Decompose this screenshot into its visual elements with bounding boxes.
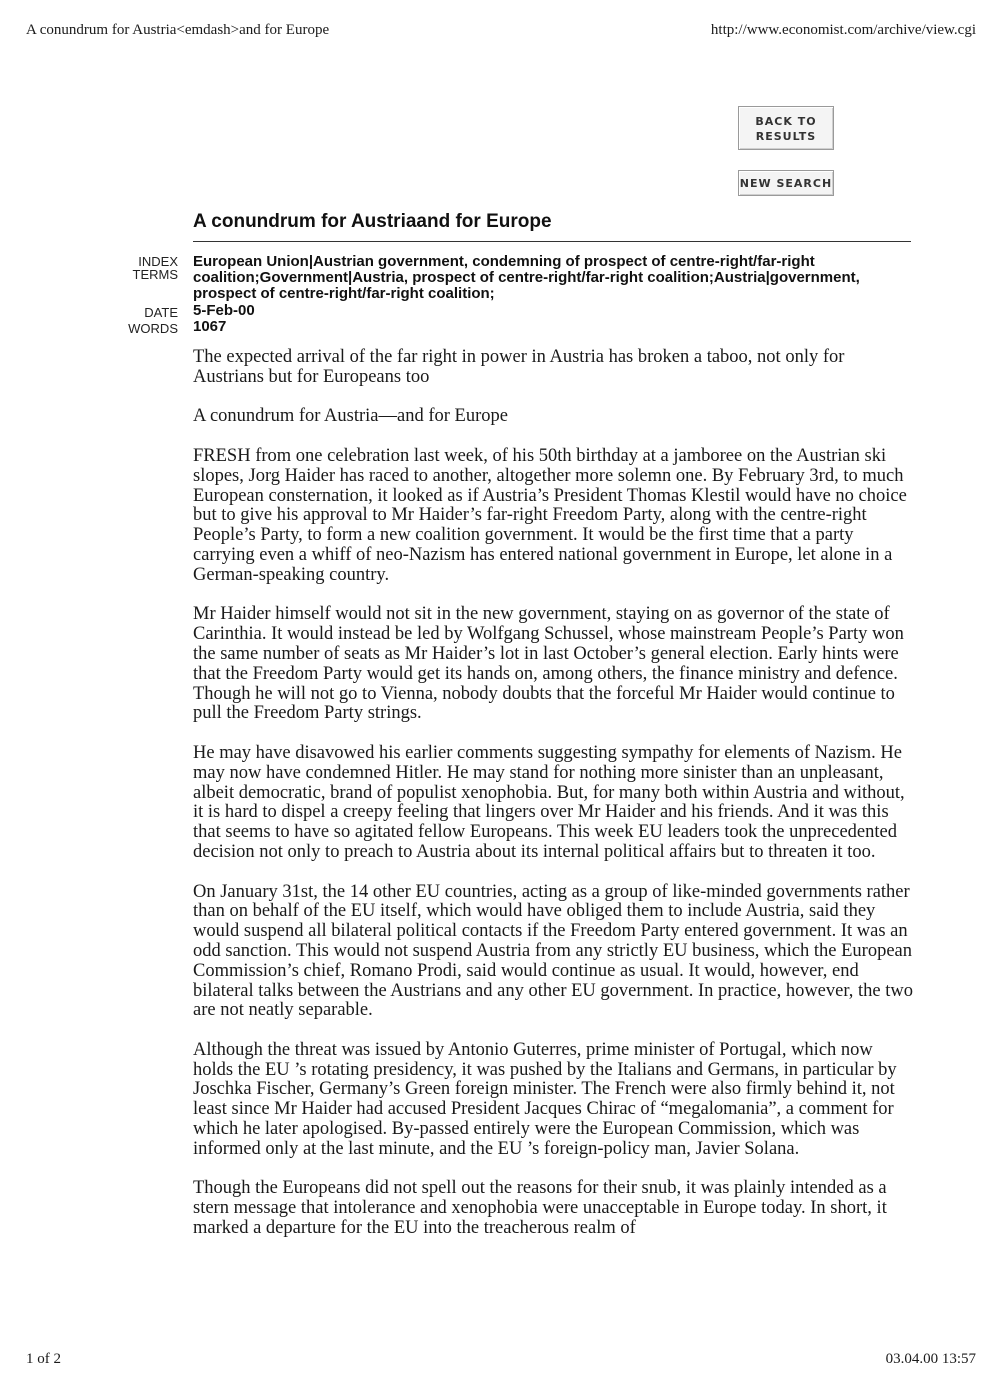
article-heading: A conundrum for Austria—and for Europe	[193, 406, 508, 427]
article-paragraph: FRESH from one celebration last week, of his 50th birthday at a jamboree on the Austrian ski slopes, Jorg Haider has raced to another, altogether more solemn one. By February 3rd, to much European consternation, it looked as if Austria’s President Thomas Klestil would have no choice but to give his approval to Mr Haider’s far-right Freedom Party, along with the centre-right People’s Party, to form a new coalition government. It would be the first time that a party carrying even a whiff of neo-Nazism has entered national government in Europe, let alone in a German-speaking country.	[193, 445, 907, 585]
index-terms-value: European Union|Austrian government, condemning of prospect of centre-right/far-right coalition;Government|Austria, prospect of centre-right/far-right coalition;Austria|government, prospect of centre-right/far-right coalition;	[193, 253, 860, 302]
article-paragraph: He may have disavowed his earlier comments suggesting sympathy for elements of Nazism. He may now have condemned Hitler. He may stand for nothing more sinister than an unpleasant, albeit democratic, brand of populist xenophobia. But, for many both within Austria and without, it is hard to dispel a creepy feeling that lingers over Mr Haider and his friends. And it was this that seems to have so agitated fellow Europeans. This week EU leaders took the unprecedented decision not only to preach to Austria about its internal political affairs but to threaten it too.	[193, 742, 905, 862]
print-timestamp: 03.04.00 13:57	[885, 1351, 976, 1367]
article-body	[193, 348, 915, 1259]
back-to-results-button[interactable]	[738, 106, 834, 150]
header-url: http://www.economist.com/archive/view.cgi	[710, 22, 976, 38]
article-summary: The expected arrival of the far right in power in Austria has broken a taboo, not only for Austrians but for Europeans too	[193, 347, 845, 387]
index-terms-label-line1: INDEX	[138, 254, 178, 269]
index-terms-label-line2: TERMS	[132, 267, 178, 282]
article-paragraph: Though the Europeans did not spell out the reasons for their snub, it was plainly intended as a stern message that intolerance and xenophobia were unacceptable in Europe today. In short, it marked a departure for the EU into the treacherous realm of	[193, 1178, 887, 1239]
words-value: 1067	[193, 318, 227, 335]
article-title: A conundrum for Austriaand for Europe	[193, 211, 911, 242]
back-button-label-line1: BACK TO	[755, 115, 817, 128]
article-paragraph: Mr Haider himself would not sit in the new government, staying on as governor of the state of Carinthia. It would instead be led by Wolfgang Schussel, whose mainstream People’s Party won the same number of seats as Mr Haider’s lot in last October’s general election. Early hints were that the Freedom Party would get its hands on, among others, the finance ministry and defence. Though he will not go to Vienna, nobody doubts that the forceful Mr Haider would continue to pull the Freedom Party strings.	[193, 604, 904, 724]
article-paragraph: On January 31st, the 14 other EU countries, acting as a group of like-minded governments rather than on behalf of the EU itself, which would have obliged them to include Austria, said they would suspend all bilateral political contacts if the Freedom Party entered government. It was an odd sanction. This would not suspend Austria from any strictly EU business, which the European Commission’s chief, Romano Prodi, said would continue as usual. It would, however, end bilateral talks between the Austrians and any other EU government. In practice, however, the two are not neatly separable.	[193, 881, 914, 1021]
date-label: DATE	[144, 305, 178, 320]
header-page-title: A conundrum for Austria<emdash>and for Europe	[26, 22, 330, 38]
page-number: 1 of 2	[26, 1351, 61, 1367]
words-label: WORDS	[128, 321, 178, 336]
back-button-label-line2: RESULTS	[755, 130, 817, 143]
date-value: 5-Feb-00	[193, 302, 255, 319]
article-paragraph: Although the threat was issued by Antonio Guterres, prime minister of Portugal, which now holds the EU ’s rotating presidency, it was pushed by the Italians and Germans, in particular by Joschka Fischer, Germany’s Green foreign minister. The French were also firmly behind it, not least since Mr Haider had accused President Jacques Chirac of “megalomania”, a comment for which he later apologised. By-passed entirely were the European Commission, which was informed only at the last minute, and the EU ’s foreign-policy man, Javier Solana.	[193, 1039, 897, 1159]
new-search-button[interactable]: NEW SEARCH	[738, 170, 834, 196]
